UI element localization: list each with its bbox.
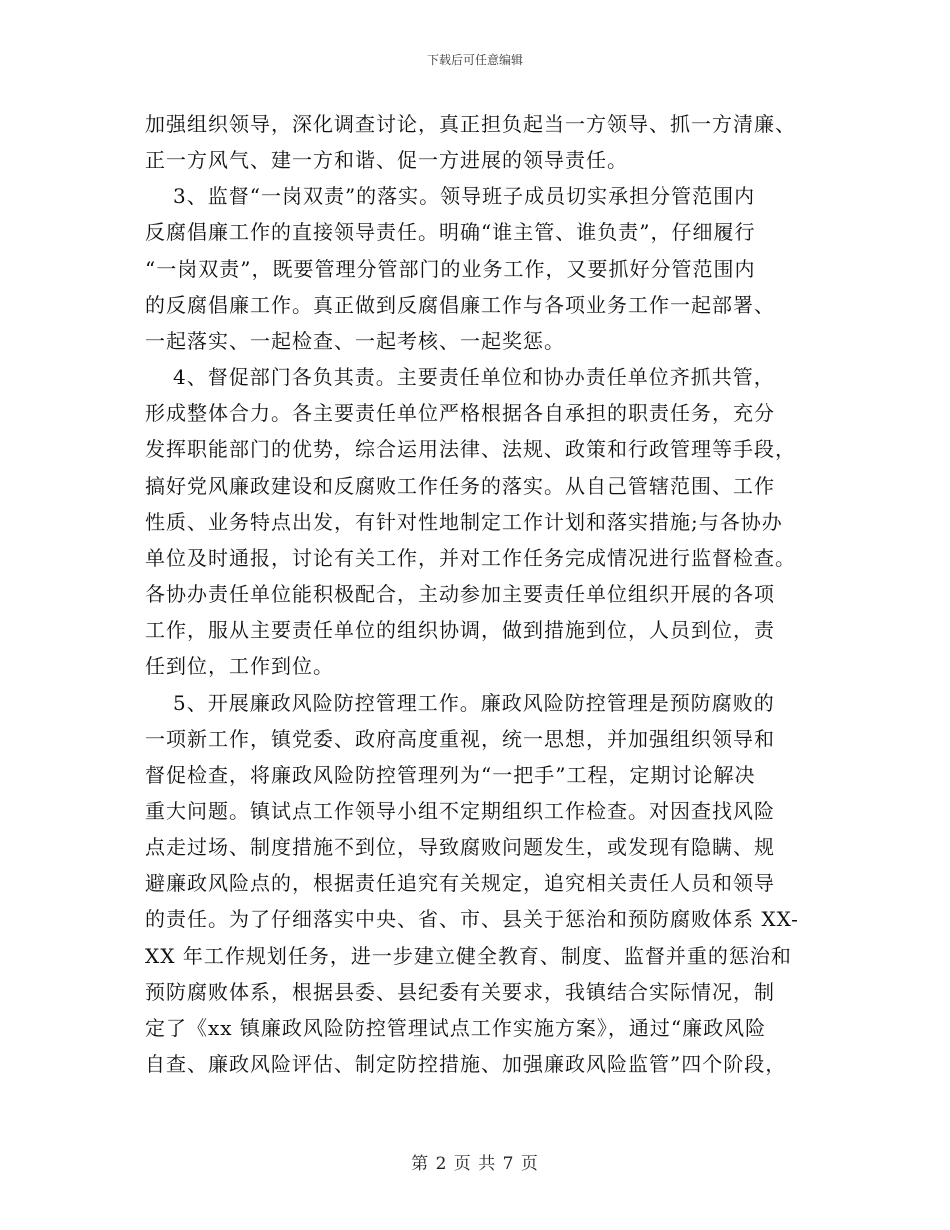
text-line: “一岗双责”，既要管理分管部门的业务工作，又要抓好分管范围内 — [145, 256, 756, 281]
text-line: 的责任。为了仔细落实中央、省、市、县关于惩治和预防腐败体系 XX- — [145, 907, 799, 932]
text-line: 加强组织领导，深化调查讨论，真正担负起当一方领导、抓一方清廉、 — [145, 112, 796, 136]
text-line: 形成整体合力。各主要责任单位严格根据各自承担的职责任务，充分 — [145, 401, 775, 426]
text-line: 的反腐倡廉工作。真正做到反腐倡廉工作与各项业务工作一起部署、 — [145, 292, 775, 317]
text-line: 搞好党风廉政建设和反腐败工作任务的落实。从自己管辖范围、工作 — [145, 473, 775, 498]
text-line: 一项新工作，镇党委、政府高度重视，统一思想，并加强组织领导和 — [145, 726, 775, 751]
page-header-note: 下载后可任意编辑 — [426, 53, 523, 67]
text-line: 重大问题。镇试点工作领导小组不定期组织工作检查。对因查找风险 — [145, 798, 775, 823]
paragraph-5-first-line: 5、开展廉政风险防控管理工作。廉政风险防控管理是预防腐败的 — [173, 690, 775, 715]
paragraph-4-first-line: 4、督促部门各负其责。主要责任单位和协办责任单位齐抓共管， — [173, 365, 775, 390]
text-line: 发挥职能部门的优势，综合运用法律、法规、政策和行政管理等手段， — [145, 437, 796, 462]
text-line: 点走过场、制度措施不到位，导致腐败问题发生，或发现有隐瞒、规 — [145, 835, 775, 860]
text-line: 单位及时通报，讨论有关工作，并对工作任务完成情况进行监督检查。 — [145, 545, 796, 570]
text-line: 正一方风气、建一方和谐、促一方进展的领导责任。 — [145, 148, 628, 173]
text-line: 一起落实、一起检查、一起考核、一起奖惩。 — [145, 328, 565, 353]
text-line: 避廉政风险点的，根据责任追究有关规定，追究相关责任人员和领导 — [145, 871, 775, 896]
text-line: 预防腐败体系，根据县委、县纪委有关要求，我镇结合实际情况，制 — [145, 979, 775, 1004]
page-number-footer: 第 2 页 共 7 页 — [411, 1154, 539, 1174]
document-body — [145, 106, 813, 1082]
text-line: 反腐倡廉工作的直接领导责任。明确“谁主管、谁负责”，仔细履行 — [145, 220, 756, 245]
text-line: XX 年工作规划任务，进一步建立健全教育、制度、监督并重的惩治和 — [145, 943, 792, 968]
text-line: 性质、业务特点出发，有针对性地制定工作计划和落实措施;与各协办 — [145, 509, 783, 534]
text-line: 任到位，工作到位。 — [145, 654, 334, 679]
text-line: 各协办责任单位能积极配合，主动参加主要责任单位组织开展的各项 — [145, 582, 775, 607]
paragraph-3-first-line: 3、监督“一岗双责”的落实。领导班子成员切实承担分管范围内 — [173, 184, 756, 209]
text-line: 工作，服从主要责任单位的组织协调，做到措施到位，人员到位，责 — [145, 618, 775, 643]
text-line: 定了《xx 镇廉政风险防控管理试点工作实施方案》，通过“廉政风险 — [145, 1015, 767, 1040]
text-line: 督促检查，将廉政风险防控管理列为“一把手”工程，定期讨论解决 — [145, 762, 756, 787]
text-line: 自查、廉政风险评估、制定防控措施、加强廉政风险监管”四个阶段， — [145, 1052, 787, 1077]
